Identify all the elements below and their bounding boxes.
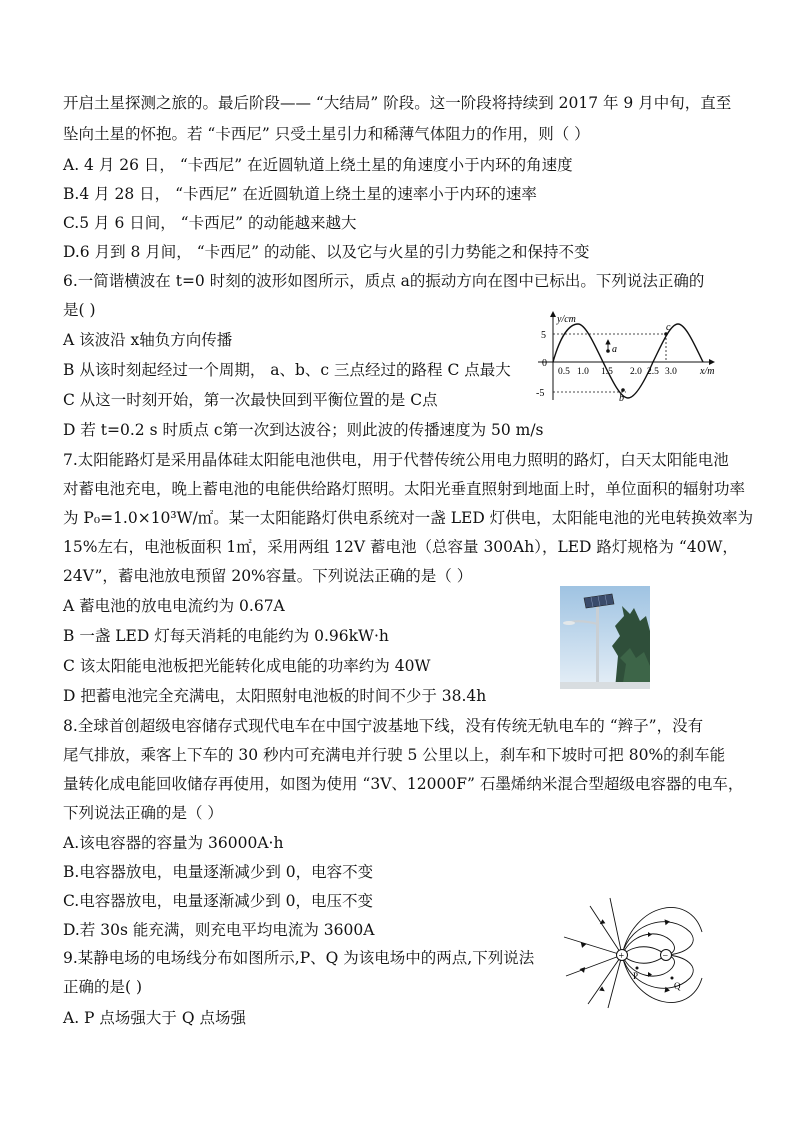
q7-option-d: D 把蓄电池完全充满电，太阳照射电池板的时间不少于 38.4h	[63, 687, 487, 705]
point-a-label: a	[612, 344, 617, 355]
negative-charge-sign: −	[662, 951, 669, 962]
q6-option-c: C 从这一时刻开始，第一次最快回到平衡位置的是 C点	[63, 391, 438, 409]
intro-option-b: B.4 月 28 日， “卡西尼” 在近圆轨道上绕土星的速率小于内环的速率	[63, 185, 537, 203]
q6-stem-line-2: 是( )	[63, 301, 96, 319]
x-tick-2.0: 2.0	[630, 367, 642, 377]
point-q	[671, 977, 674, 980]
x-tick-1.0: 1.0	[577, 367, 589, 377]
x-tick-2.5: 2.5	[647, 367, 659, 377]
q8-stem-line-3: 量转化成电能回收储存再使用，如图为使用 “3V、12000F” 石墨烯纳米混合型超级电容器的电车，	[63, 775, 744, 793]
x-tick-3.0: 3.0	[665, 367, 677, 377]
point-c-label: c	[666, 322, 671, 333]
q6-option-d: D 若 t=0.2 s 时质点 c第一次到达波谷；则此波的传播速度为 50 m/s	[63, 421, 544, 439]
q7-option-c: C 该太阳能电池板把光能转化成电能的功率约为 40W	[63, 657, 431, 675]
q8-option-b: B.电容器放电，电量逐渐减少到 0，电容不变	[63, 863, 374, 881]
y-tick-minus-5: -5	[536, 388, 545, 399]
q8-option-c: C.电容器放电，电量逐渐减少到 0，电压不变	[63, 892, 374, 910]
q6-option-a: A 该波沿 x轴负方向传播	[63, 331, 233, 349]
intro-option-a: A. 4 月 26 日， “卡西尼” 在近圆轨道上绕土星的角速度小于内环的角速度	[63, 156, 573, 174]
q6-stem-line-1: 6.一简谐横波在 t=0 时刻的波形如图所示，质点 a的振动方向在图中已标出。下列说法正确的	[63, 272, 705, 290]
positive-charge-sign: +	[618, 951, 625, 962]
x-axis-label: x/m	[700, 366, 715, 377]
x-tick-0.5: 0.5	[558, 367, 570, 377]
wave-figure	[528, 308, 722, 403]
electric-field-lines-figure	[560, 892, 708, 1010]
intro-line-2: 坠向土星的怀抱。若 “卡西尼” 只受土星引力和稀薄气体阻力的作用，则（ ）	[63, 125, 590, 143]
wave-curve	[553, 324, 703, 398]
q6-option-b: B 从该时刻起经过一个周期， a、b、c 三点经过的路程 C 点最大	[63, 361, 511, 379]
y-axis-label: y/cm	[557, 314, 576, 325]
point-b-label: b	[619, 393, 624, 403]
intro-option-d: D.6 月到 8 月间， “卡西尼” 的动能、以及它与火星的引力势能之和保持不变	[63, 243, 590, 261]
q8-stem-line-2: 尾气排放，乘客上下车的 30 秒内可充满电并行驶 5 公里以上，刹车和下坡时可把 80%的刹车能	[63, 746, 726, 764]
q7-option-a: A 蓄电池的放电电流约为 0.67A	[63, 597, 285, 615]
q9-option-a: A. P 点场强大于 Q 点场强	[63, 1009, 246, 1027]
q7-stem-line-1: 7.太阳能路灯是采用晶体硅太阳能电池供电，用于代替传统公用电力照明的路灯，白天太阳能电池	[63, 451, 729, 469]
q9-stem-line-1: 9.某静电场的电场线分布如图所示,P、Q 为该电场中的两点,下列说法	[63, 949, 535, 967]
q7-stem-line-5: 24V”，蓄电池放电预留 20%容量。下列说法正确的是（ ）	[63, 567, 473, 585]
q7-stem-line-2: 对蓄电池充电，晚上蓄电池的电能供给路灯照明。太阳光垂直照射到地面上时，单位面积的辐射功率	[63, 480, 746, 498]
q7-option-b: B 一盏 LED 灯每天消耗的电能约为 0.96kW·h	[63, 627, 389, 645]
origin-label: 0	[542, 358, 547, 369]
point-q-label: Q	[674, 981, 681, 991]
solar-streetlight-photo	[560, 586, 650, 689]
x-tick-1.5: 1.5	[601, 367, 613, 377]
y-tick-5: 5	[541, 330, 546, 341]
intro-option-c: C.5 月 6 日间， “卡西尼” 的动能越来越大	[63, 214, 357, 232]
q8-stem-line-1: 8.全球首创超级电容储存式现代电车在中国宁波基地下线，没有传统无轨电车的 “辫子”，没有	[63, 717, 704, 735]
q8-option-d: D.若 30s 能充满，则充电平均电流为 3600A	[63, 921, 375, 939]
intro-line-1: 开启土星探测之旅的。最后阶段—— “大结局” 阶段。这一阶段将持续到 2017 年 9 月中旬，直至	[63, 94, 732, 112]
q8-stem-line-4: 下列说法正确的是（ ）	[63, 804, 223, 822]
q7-stem-line-3: 为 P₀=1.0×10³W/㎡。某一太阳能路灯供电系统对一盏 LED 灯供电，太阳能电池的光电转换效率为	[63, 509, 754, 527]
q8-option-a: A.该电容器的容量为 36000A·h	[63, 834, 284, 852]
point-p	[636, 967, 639, 970]
point-b	[621, 388, 625, 392]
q9-stem-line-2: 正确的是( )	[63, 978, 143, 996]
q7-stem-line-4: 15%左右，电池板面积 1㎡，采用两组 12V 蓄电池（总容量 300Ah），LED 路灯规格为 “40W，	[63, 538, 738, 556]
point-p-label: P	[633, 971, 639, 981]
